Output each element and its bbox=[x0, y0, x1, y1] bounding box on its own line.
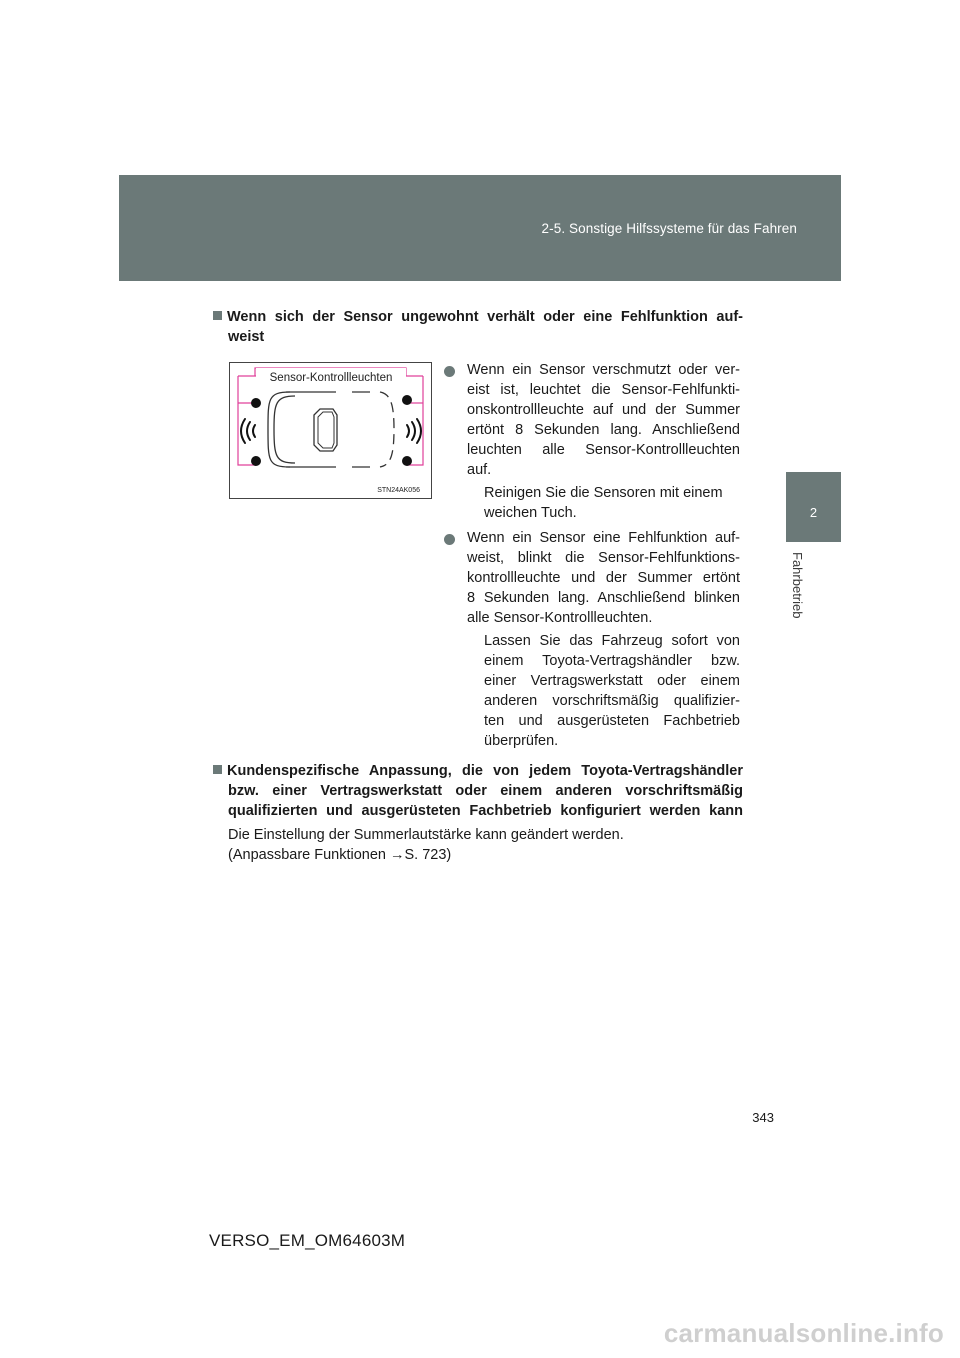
sensor-dot-bottom-right bbox=[402, 456, 412, 466]
section1-heading-line1: Wenn sich der Sensor ungewohnt verhält oder eine Fehlfunktion auf- bbox=[227, 309, 743, 325]
watermark: carmanualsonline.info bbox=[663, 1318, 944, 1348]
section2-heading-line: Kundenspezifische Anpassung, die von jedem Toyota-Vertragshändler bbox=[227, 763, 743, 779]
section1-heading-line2: weist bbox=[228, 329, 265, 345]
sound-wave-left-icon bbox=[241, 419, 255, 443]
bullet2-action bbox=[484, 631, 740, 751]
bullet2-text bbox=[467, 528, 740, 628]
page-number: 343 bbox=[752, 1110, 774, 1125]
sensor-dots bbox=[251, 395, 412, 466]
bullet2-action-line: ten und ausgerüsteten Fachbetrieb bbox=[484, 713, 740, 729]
bullet2-action-line: anderen vorschriftsmäßig qualifizier- bbox=[484, 693, 740, 709]
callout-right bbox=[407, 376, 423, 465]
bullet1-line: ertönt 8 Sekunden lang. Anschließend bbox=[467, 422, 740, 438]
sound-wave-right-icon bbox=[407, 419, 421, 443]
section-title: 2-5. Sonstige Hilfssysteme für das Fahren bbox=[541, 221, 797, 236]
bullet2-line: kontrollleuchte und der Summer ertönt bbox=[467, 570, 740, 586]
bullet1-line: onskontrollleuchte auf und der Summer bbox=[467, 402, 740, 418]
callout-left bbox=[238, 376, 256, 465]
car-outline-icon bbox=[268, 392, 394, 467]
chapter-tab bbox=[786, 472, 841, 542]
chapter-label: Fahrbetrieb bbox=[790, 552, 805, 619]
bullet1-action bbox=[484, 483, 740, 523]
section2-heading-line: qualifizierten und ausgerüsteten Fachbetrieb konfiguriert werden kann bbox=[228, 803, 743, 819]
section2-heading bbox=[213, 761, 743, 821]
bullet1-action-line: Reinigen Sie die Sensoren mit einem bbox=[484, 485, 723, 501]
bullet1-text bbox=[467, 360, 740, 480]
bullet2-line: weist, blinkt die Sensor-Fehlfunktions- bbox=[467, 550, 740, 566]
bullet2-action-line: überprüfen. bbox=[484, 733, 559, 749]
figure-code: STN24AK056 bbox=[377, 487, 420, 494]
section1-heading bbox=[213, 307, 743, 347]
callout-label: Sensor-Kontrollleuchten bbox=[269, 372, 393, 384]
bullet1-line: auf. bbox=[467, 462, 492, 478]
square-bullet-icon bbox=[213, 311, 222, 320]
bullet1-line: eist ist, leuchtet die Sensor-Fehlfunkti- bbox=[467, 382, 740, 398]
header-band bbox=[119, 175, 841, 281]
square-bullet-icon bbox=[213, 765, 222, 774]
round-bullet-icon bbox=[444, 534, 455, 545]
bullet1-line: leuchten alle Sensor-Kontrollleuchten bbox=[467, 442, 740, 458]
bullet2-action-line: einem Toyota-Vertragshändler bzw. bbox=[484, 653, 740, 669]
section2-heading-line: bzw. einer Vertragswerkstatt oder einem anderen vorschriftsmäßig bbox=[228, 783, 743, 799]
bullet2-line: alle Sensor-Kontrollleuchten. bbox=[467, 610, 653, 626]
chapter-number: 2 bbox=[809, 505, 818, 520]
sensor-dot-top-left bbox=[251, 398, 261, 408]
bullet1-line: Wenn ein Sensor verschmutzt oder ver- bbox=[467, 362, 740, 378]
sensor-dot-top-right bbox=[402, 395, 412, 405]
bullet2-action-line: einer Vertragswerkstatt oder einem bbox=[484, 673, 740, 689]
document-code: VERSO_EM_OM64603M bbox=[209, 1231, 406, 1250]
section2-body bbox=[228, 825, 748, 865]
bullet2-line: Wenn ein Sensor eine Fehlfunktion auf- bbox=[467, 530, 740, 546]
bullet1-action-line: weichen Tuch. bbox=[484, 505, 577, 521]
round-bullet-icon bbox=[444, 366, 455, 377]
sensor-figure bbox=[229, 362, 432, 499]
sensor-dot-bottom-left bbox=[251, 456, 261, 466]
section2-body-line: (Anpassbare Funktionen →S. 723) bbox=[228, 847, 452, 863]
parking-sensor-diagram bbox=[230, 363, 431, 498]
bullet2-line: 8 Sekunden lang. Anschließend blinken bbox=[467, 590, 740, 606]
bullet2-action-line: Lassen Sie das Fahrzeug sofort von bbox=[484, 633, 740, 649]
section2-body-line: Die Einstellung der Summerlautstärke kann geändert werden. bbox=[228, 827, 624, 843]
